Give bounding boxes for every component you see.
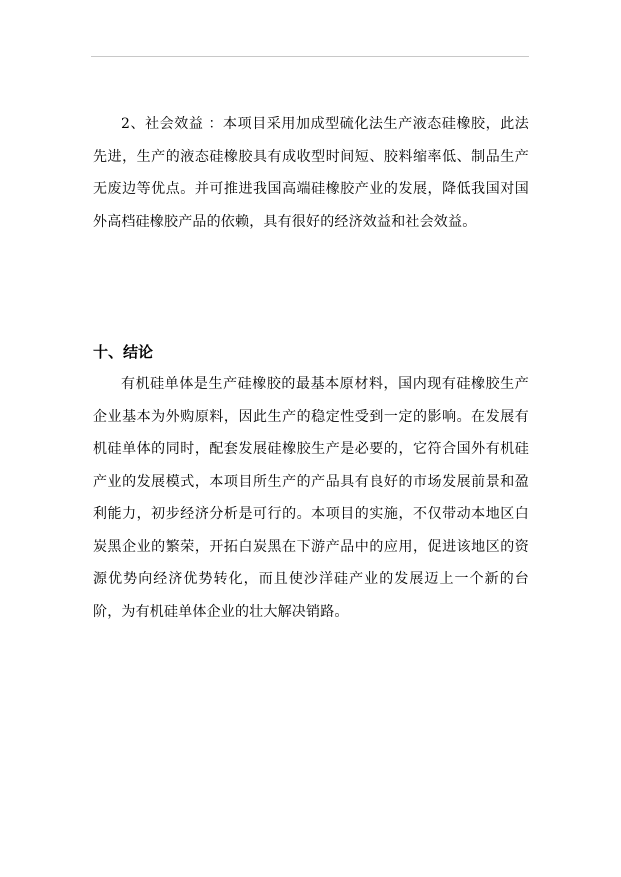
conclusion-paragraph: 有机硅单体是生产硅橡胶的最基本原材料，国内现有硅橡胶生产企业基本为外购原料，因此生产的稳定性受到一定的影响。在发展有机硅单体的同时，配套发展硅橡胶生产是必要的，它符合国外有机硅产业的发展模式，本项目所生产的产品具有良好的市场发展前景和盈利能力，初步经济分析是可行的。本项目的实施，不仅带动本地区白炭黑企业的繁荣，开拓白炭黑在下游产品中的应用，促进该地区的资源优势向经济优势转化，而且使沙洋硅产业的发展迈上一个新的台阶，为有机硅单体企业的壮大解决销路。 [93,376,529,620]
conclusion-heading: 十、结论 [93,343,154,361]
header-divider [91,56,529,57]
social-benefit-paragraph: 2、社会效益 ：本项目采用加成型硫化法生产液态硅橡胶，此法先进，生产的液态硅橡胶具有成收型时间短、胶料缩率低、制品生产无废边等优点。并可推进我国高端硅橡胶产业的发展，降低我国对国外高档硅橡胶产品的依赖，具有很好的经济效益和社会效益。 [93,116,529,230]
